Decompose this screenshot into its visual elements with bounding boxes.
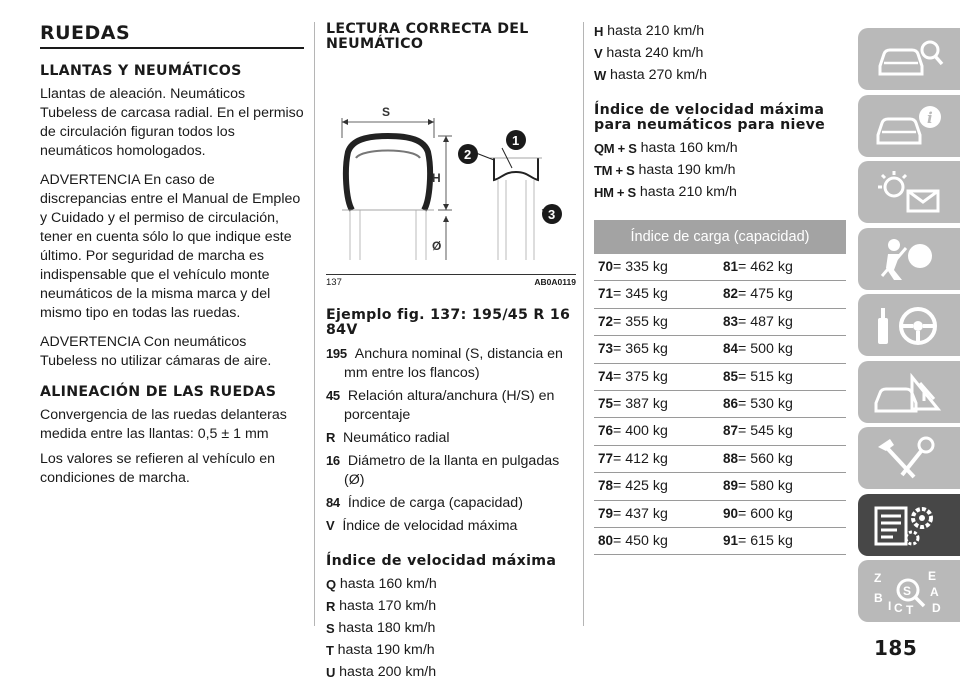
table-cell: 89= 580 kg <box>723 478 793 495</box>
index-letter: E <box>928 569 937 583</box>
table-cell: 76= 400 kg <box>598 423 668 440</box>
snow-speed-index-title: Índice de velocidad máxima para neumáticos para nieve <box>594 102 826 133</box>
table-cell: 84= 500 kg <box>723 341 793 358</box>
svg-text:i: i <box>927 108 933 127</box>
table-cell: 77= 412 kg <box>598 450 668 467</box>
paragraph-warning-tubeless: ADVERTENCIA Con neumáticos Tubeless no utilizar cámaras de aire. <box>40 334 272 369</box>
tyre-figure <box>326 60 576 288</box>
index-letter: I <box>888 599 892 613</box>
table-cell: 79= 437 kg <box>598 505 668 522</box>
table-row <box>594 281 846 308</box>
list-item: S hasta 180 km/h <box>326 620 436 636</box>
tab-warning-lights[interactable] <box>858 161 960 223</box>
table-row <box>594 473 846 500</box>
paragraph-conditions: Los valores se refieren al vehículo en condiciones de marcha. <box>40 451 276 486</box>
list-item: HM + S hasta 210 km/h <box>594 184 737 200</box>
label-s: S <box>382 105 391 119</box>
index-letter: S <box>903 584 912 598</box>
index-letter: Z <box>874 571 882 585</box>
section-title: RUEDAS <box>40 22 304 49</box>
index-letter: B <box>874 591 883 605</box>
column-wheels <box>40 22 304 498</box>
index-letter: D <box>932 601 941 614</box>
chapter-tabs <box>858 28 960 627</box>
column-divider <box>583 22 584 626</box>
tab-airbag-seat[interactable] <box>858 228 960 290</box>
list-item: Q hasta 160 km/h <box>326 576 437 592</box>
list-item: V hasta 240 km/h <box>594 45 704 61</box>
list-item: R Neumático radial <box>326 430 450 446</box>
table-cell: 71= 345 kg <box>598 286 668 303</box>
list-item: QM + S hasta 160 km/h <box>594 140 738 156</box>
column-speed-load <box>594 22 846 555</box>
table-row <box>594 336 846 363</box>
subsection-title-alignment: ALINEACIÓN DE LAS RUEDAS <box>40 384 277 400</box>
index-letter: A <box>930 585 939 599</box>
tab-steering-starting[interactable] <box>858 294 960 356</box>
paragraph-warning-discrepancies: ADVERTENCIA En caso de discrepancias entre el Manual de Empleo y Cuidado y el permiso de circulación, tener en cuenta sólo lo que indique este último. Por seguridad de marcha es indispensable que el vehículo monte neumáticos de la misma marca y del mismo tipo en todas las ruedas. <box>40 172 301 321</box>
table-row <box>594 528 846 555</box>
table-cell: 75= 387 kg <box>598 395 668 412</box>
callout-2: 2 <box>464 147 472 162</box>
car-search-icon <box>872 36 944 82</box>
callout-3: 3 <box>548 207 556 222</box>
list-item: R hasta 170 km/h <box>326 598 437 614</box>
callout-1: 1 <box>512 133 520 148</box>
table-row <box>594 254 846 281</box>
list-item: W hasta 270 km/h <box>594 67 707 83</box>
label-h: H <box>432 171 441 185</box>
page-number: 185 <box>874 636 918 660</box>
label-diameter: Ø <box>432 239 442 253</box>
tyre-cross-section-diagram <box>326 60 576 265</box>
list-item: 16 Diámetro de la llanta en pulgadas (Ø) <box>326 453 560 488</box>
car-breakdown-icon <box>872 369 944 415</box>
column-divider <box>314 22 315 626</box>
table-cell: 91= 615 kg <box>723 532 793 549</box>
index-letter: T <box>906 603 914 614</box>
table-cell: 86= 530 kg <box>723 395 793 412</box>
tab-car-search[interactable] <box>858 28 960 90</box>
maintenance-tools-icon <box>872 435 944 481</box>
example-title: Ejemplo fig. 137: 195/45 R 16 84V <box>326 307 571 338</box>
car-info-icon <box>872 103 944 149</box>
subsection-title-tyre-reading: LECTURA CORRECTA DEL NEUMÁTICO <box>326 21 529 52</box>
table-cell: 73= 365 kg <box>598 341 668 358</box>
table-cell: 85= 515 kg <box>723 368 793 385</box>
warning-lights-icon <box>872 169 944 215</box>
subsection-title-rims-tyres: LLANTAS Y NEUMÁTICOS <box>40 63 242 79</box>
technical-data-icon <box>872 502 944 548</box>
table-row <box>594 501 846 528</box>
tab-car-info[interactable] <box>858 95 960 157</box>
table-row <box>594 364 846 391</box>
table-cell: 72= 355 kg <box>598 313 668 330</box>
speed-index-title: Índice de velocidad máxima <box>326 553 557 569</box>
table-cell: 80= 450 kg <box>598 532 668 549</box>
example-list <box>326 344 576 536</box>
figure-number: 137 <box>326 277 342 288</box>
table-row <box>594 391 846 418</box>
table-cell: 90= 600 kg <box>723 505 793 522</box>
index-letter: C <box>894 601 903 614</box>
table-cell: 88= 560 kg <box>723 450 793 467</box>
table-cell: 82= 475 kg <box>723 286 793 303</box>
load-index-table <box>594 254 846 555</box>
column-tyre-reading <box>326 22 576 685</box>
table-cell: 83= 487 kg <box>723 313 793 330</box>
table-cell: 81= 462 kg <box>723 259 793 275</box>
table-cell: 78= 425 kg <box>598 478 668 495</box>
steering-starting-icon <box>872 302 944 348</box>
list-item: H hasta 210 km/h <box>594 23 705 39</box>
list-item: T hasta 190 km/h <box>326 642 435 658</box>
table-row <box>594 446 846 473</box>
table-cell: 74= 375 kg <box>598 368 668 385</box>
table-cell: 87= 545 kg <box>723 423 793 440</box>
index-letters-icon <box>872 568 944 614</box>
figure-code: AB0A0119 <box>534 277 576 287</box>
airbag-seat-icon <box>872 236 944 282</box>
figure-caption <box>326 274 576 288</box>
load-index-table-header: Índice de carga (capacidad) <box>594 220 846 254</box>
list-item: 195 Anchura nominal (S, distancia en mm entre los flancos) <box>326 346 563 381</box>
list-item: 84 Índice de carga (capacidad) <box>326 495 523 511</box>
list-item: V Índice de velocidad máxima <box>326 518 518 534</box>
tab-maintenance[interactable] <box>858 427 960 489</box>
tab-car-breakdown[interactable] <box>858 361 960 423</box>
paragraph-rims: Llantas de aleación. Neumáticos Tubeless de carcasa radial. En el permiso de circulación figuran todos los neumáticos homologados. <box>40 86 304 159</box>
list-item: TM + S hasta 190 km/h <box>594 162 736 178</box>
speed-index-list <box>326 575 576 682</box>
table-row <box>594 418 846 445</box>
tab-index[interactable] <box>858 560 960 622</box>
list-item: U hasta 200 km/h <box>326 664 437 680</box>
list-item: 45 Relación altura/anchura (H/S) en porcentaje <box>326 388 555 423</box>
paragraph-toe-in: Convergencia de las ruedas delanteras medida entre las llantas: 0,5 ± 1 mm <box>40 407 287 442</box>
speed-index-list-continued <box>594 22 846 85</box>
table-cell: 70= 335 kg <box>598 259 668 275</box>
tab-technical-data[interactable] <box>858 494 960 556</box>
snow-speed-index-list <box>594 139 846 202</box>
table-row <box>594 309 846 336</box>
